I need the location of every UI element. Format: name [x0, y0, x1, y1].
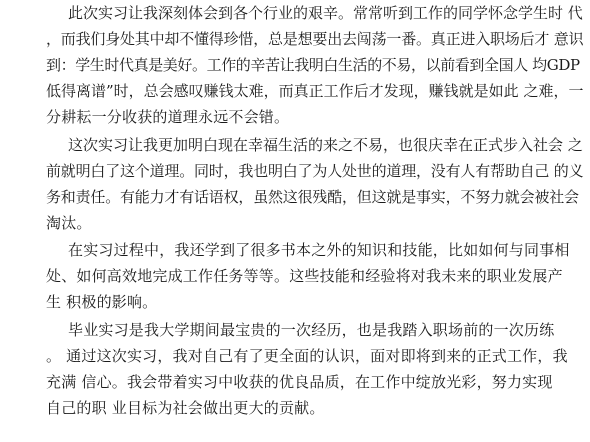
- text-line: 生 积极的影响。: [46, 293, 158, 311]
- text-line: 充满 信心。我会带着实习中收获的优良品质，在工作中绽放光彩，努力实现: [46, 373, 553, 391]
- text-line: 此次实习让我深刻体会到各个行业的艰辛。常常听到工作的同学怀念学生时 代: [68, 4, 583, 22]
- text-line: 这次实习让我更加明白现在幸福生活的来之不易，也很庆幸在正式步入社会 之: [68, 136, 583, 154]
- text-line: 毕业实习是我大学期间最宝贵的一次经历，也是我踏入职场前的一次历练: [68, 321, 555, 339]
- text-line: 自己的职 业目标为社会做出更大的贡献。: [46, 399, 325, 417]
- text-line: 分耕耘一分收获的道理永远不会错。: [46, 108, 290, 126]
- text-line: ，而我们身处其中却不懂得珍惜，总是想要出去闯荡一番。真正进入职场后才 意识: [46, 30, 584, 48]
- text-line: 在实习过程中，我还学到了很多书本之外的知识和技能，比如如何与同事相: [68, 241, 570, 259]
- text-line: 到：学生时代真是美好。工作的辛苦让我明白生活的不易，以前看到全国人 均GDP: [46, 56, 580, 74]
- text-line: 淘汰。: [46, 214, 92, 232]
- text-line: 低得离谱”时，总会感叹赚钱太难，而真正工作后才发现，赚钱就是如此 之难，一: [46, 82, 584, 100]
- text-line: 。 通过这次实习，我对自己有了更全面的认识，面对即将到来的正式工作，我: [46, 347, 568, 365]
- text-line: 处、如何高效地完成工作任务等等。这些技能和经验将对我未来的职业发展产: [46, 267, 563, 285]
- text-line: 务和责任。有能力才有话语权，虽然这很残酷，但这就是事实，不努力就会被社会: [46, 188, 579, 206]
- text-line: 前就明白了这个道理。同时，我也明白了为人处世的道理，没有人有帮助自己 的义: [46, 162, 584, 180]
